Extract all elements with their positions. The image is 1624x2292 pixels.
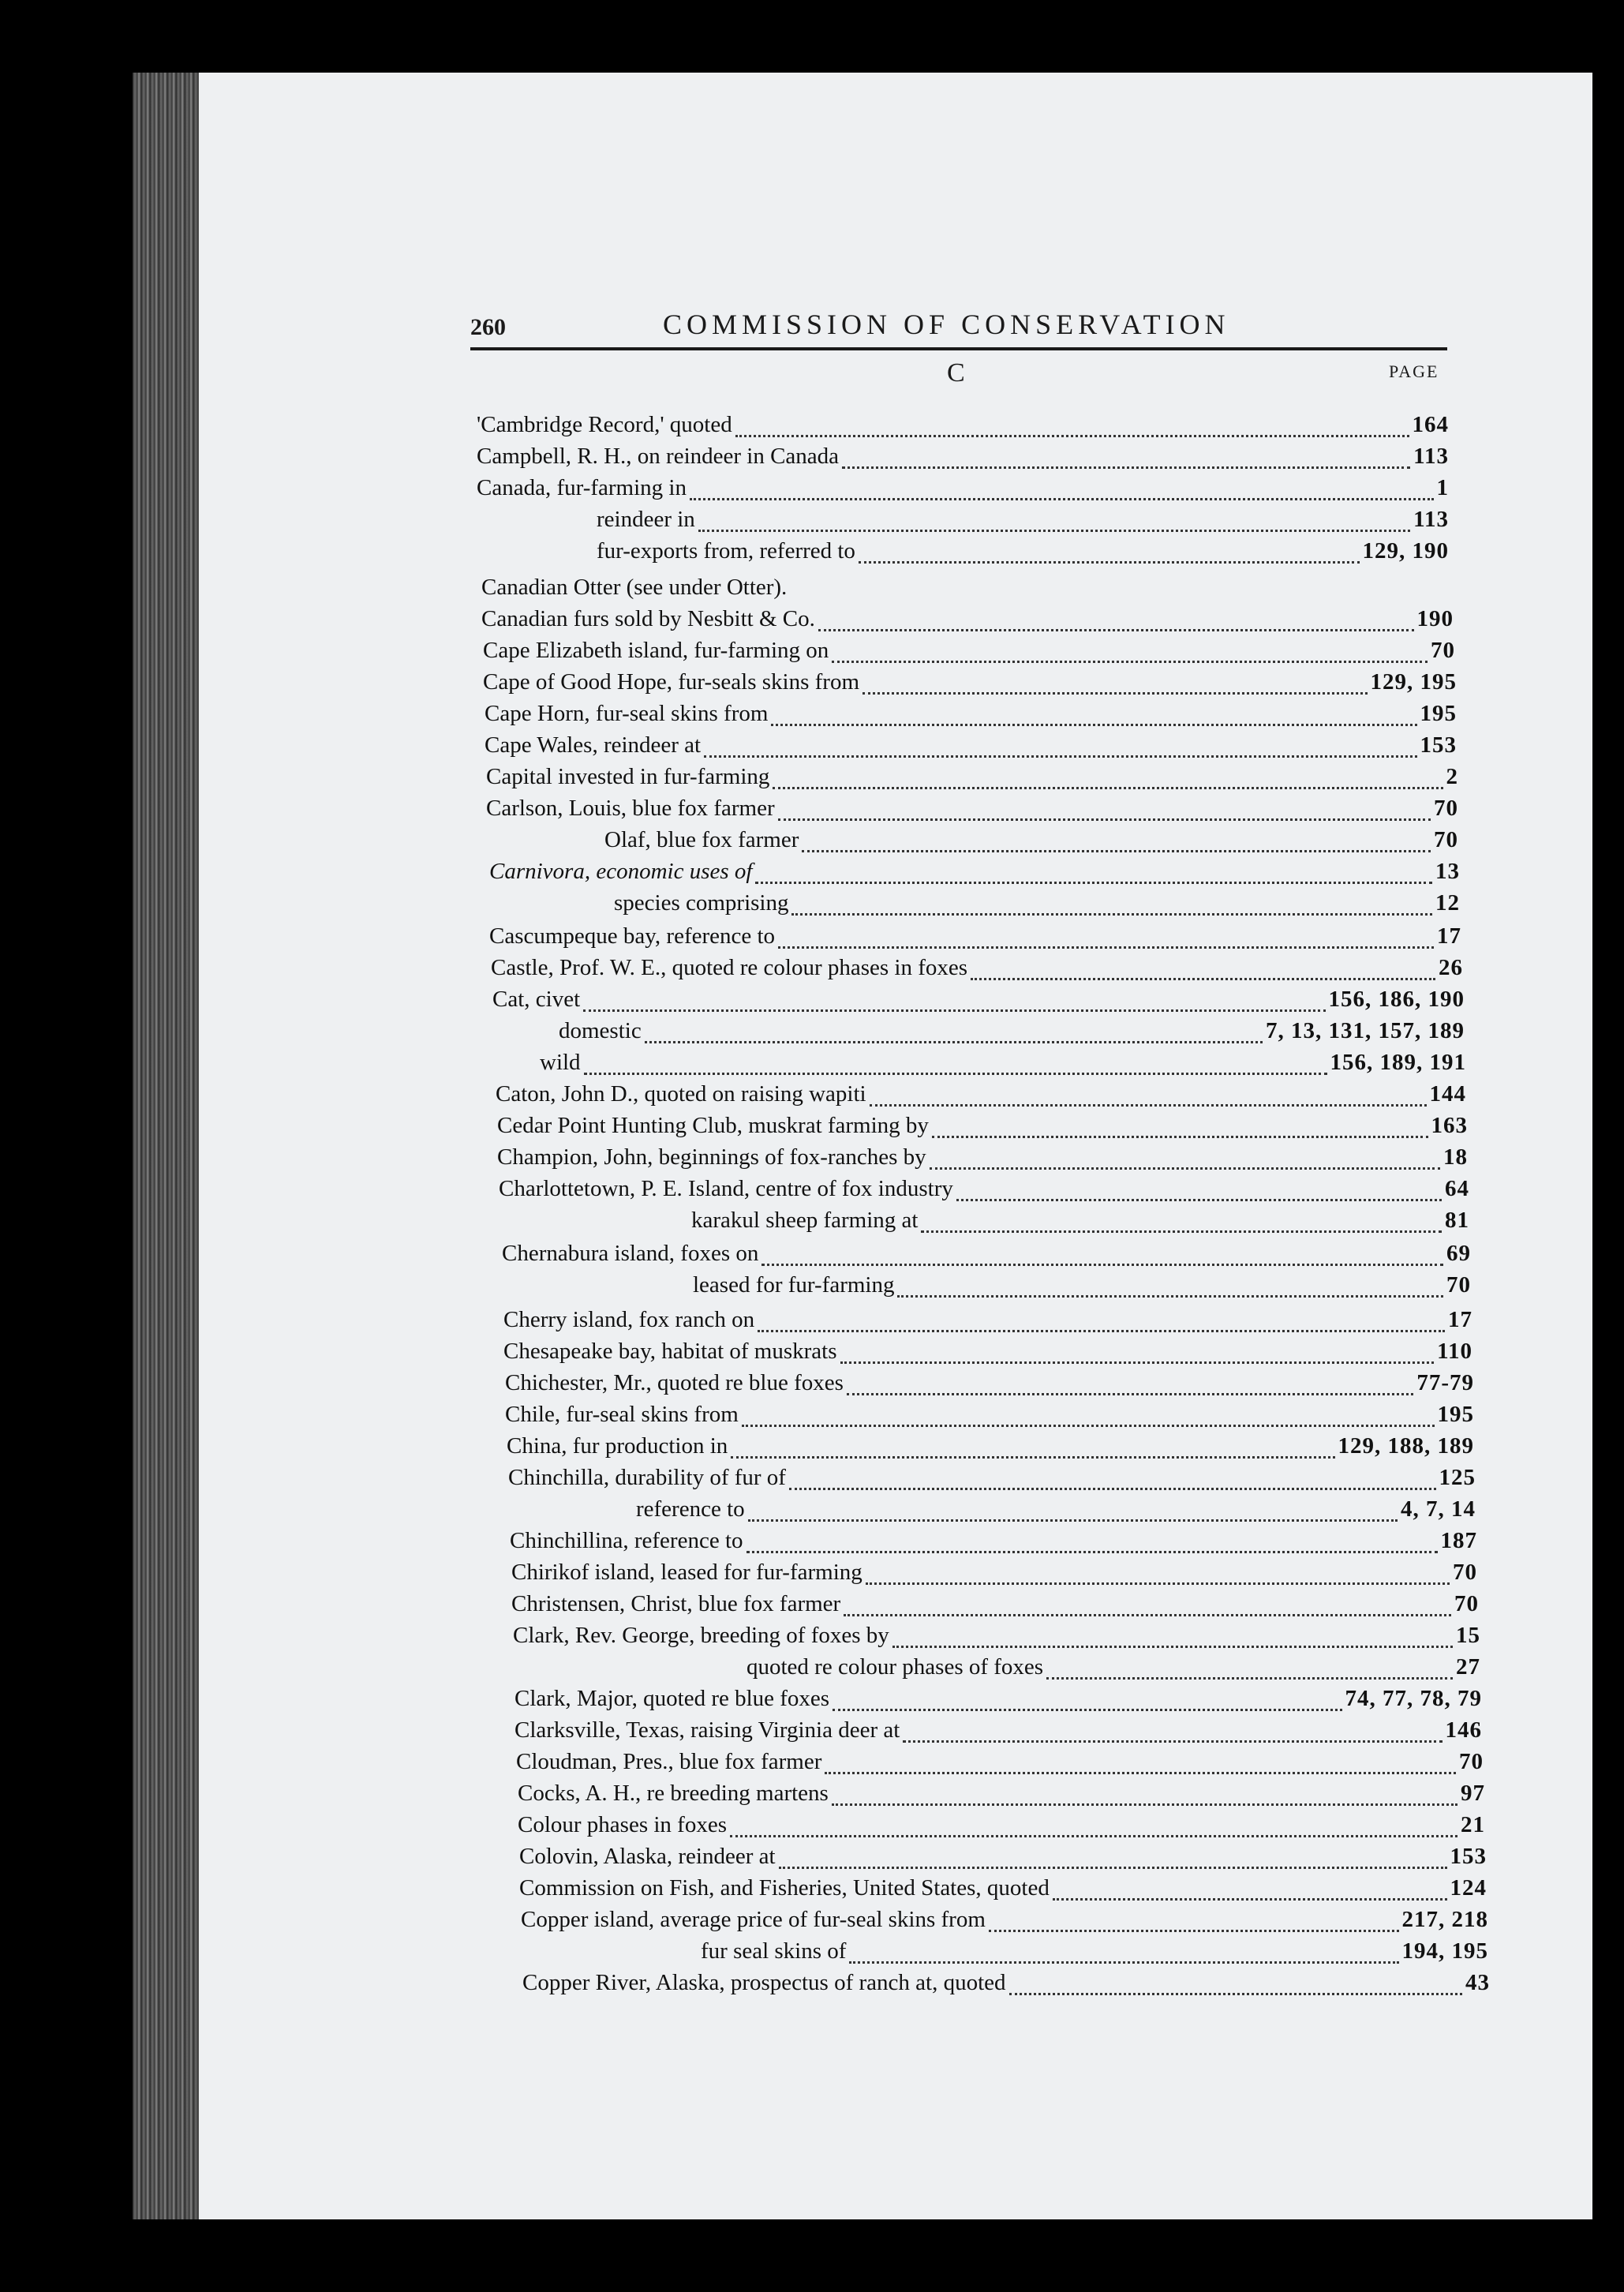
dot-leader (730, 1835, 1457, 1837)
entry-pages: 12 (1435, 890, 1460, 916)
entry-pages: 164 (1412, 412, 1449, 437)
entry-pages: 187 (1440, 1528, 1477, 1553)
entry-text: Clarksville, Texas, raising Virginia deer at (515, 1717, 900, 1743)
dot-leader (833, 1709, 1341, 1711)
dot-leader (840, 1361, 1435, 1364)
entry-pages: 70 (1454, 1591, 1479, 1616)
entry-pages: 4, 7, 14 (1401, 1496, 1476, 1522)
running-title: COMMISSION OF CONSERVATION (663, 309, 1230, 340)
entry-pages: 70 (1459, 1749, 1484, 1774)
index-entry (521, 1907, 1488, 1938)
entry-text: Canadian furs sold by Nesbitt & Co. (481, 606, 815, 631)
entry-text: Cascumpeque bay, reference to (489, 923, 776, 949)
entry-pages: 153 (1450, 1844, 1487, 1869)
dot-leader (1046, 1677, 1453, 1680)
dot-leader (847, 1393, 1413, 1395)
entry-text: Campbell, R. H., on reindeer in Canada (477, 444, 840, 469)
entry-pages: 144 (1429, 1081, 1466, 1107)
index-entry (502, 1241, 1471, 1272)
dot-leader (932, 1136, 1428, 1138)
entry-pages: 27 (1456, 1654, 1480, 1680)
entry-pages: 97 (1461, 1781, 1485, 1806)
entry-pages: 163 (1431, 1113, 1468, 1138)
index-entry (693, 1272, 1471, 1304)
dot-leader (802, 850, 1431, 852)
entry-text: Carnivora, economic uses of (489, 859, 753, 884)
dot-leader (863, 692, 1367, 695)
dot-leader (956, 1199, 1442, 1201)
dot-leader (903, 1740, 1442, 1743)
entry-pages: 17 (1448, 1307, 1472, 1332)
dot-leader (731, 1456, 1334, 1459)
entry-text: quoted re colour phases of foxes (747, 1654, 1044, 1680)
dot-leader (735, 435, 1409, 437)
dot-leader (971, 978, 1435, 980)
entry-text: wild (540, 1050, 581, 1075)
index-entry (636, 1496, 1476, 1528)
page-number: 260 (470, 314, 506, 340)
entry-pages: 26 (1439, 955, 1463, 980)
dot-leader (892, 1646, 1453, 1648)
entry-text: Cherry island, fox ranch on (503, 1307, 755, 1332)
index-entry (507, 1433, 1474, 1465)
dot-leader (779, 1867, 1447, 1869)
index-entry (511, 1560, 1477, 1591)
entry-text: Champion, John, beginnings of fox-ranches by (497, 1144, 926, 1170)
entry-pages: 70 (1446, 1272, 1471, 1298)
entry-pages: 13 (1435, 859, 1460, 884)
entry-pages: 18 (1443, 1144, 1468, 1170)
entry-pages: 156, 189, 191 (1330, 1050, 1466, 1075)
index-entry (477, 475, 1449, 507)
entry-text: Canadian Otter (see under Otter). (481, 575, 788, 600)
index-entry (477, 412, 1449, 444)
entry-text: Chile, fur-seal skins from (505, 1402, 739, 1427)
entry-pages: 74, 77, 78, 79 (1345, 1686, 1482, 1711)
entry-pages: 217, 218 (1401, 1907, 1488, 1932)
section-letter: C (947, 358, 965, 388)
entry-pages: 70 (1434, 827, 1458, 852)
entry-text: Cocks, A. H., re breeding martens (518, 1781, 829, 1806)
entry-pages: 2 (1446, 764, 1458, 789)
entry-text: Chinchilla, durability of fur of (508, 1465, 786, 1490)
index-entry (497, 1144, 1468, 1176)
dot-leader (921, 1230, 1442, 1233)
entry-text: fur-exports from, referred to (597, 538, 855, 564)
dot-leader (778, 946, 1434, 949)
index-entry (597, 538, 1449, 570)
entry-text: Copper River, Alaska, prospectus of ranch at, quoted (522, 1970, 1006, 1995)
entry-pages: 124 (1450, 1875, 1487, 1901)
index-entry (604, 827, 1458, 859)
dot-leader (818, 629, 1414, 631)
index-entry (510, 1528, 1477, 1560)
index-entry (747, 1654, 1480, 1686)
entry-pages: 129, 190 (1362, 538, 1449, 564)
entry-text: species comprising (614, 890, 789, 916)
dot-leader (789, 1488, 1436, 1490)
entry-pages: 17 (1437, 923, 1461, 949)
entry-pages: 7, 13, 131, 157, 189 (1266, 1018, 1465, 1043)
index-entry (483, 638, 1455, 669)
entry-pages: 64 (1445, 1176, 1469, 1201)
entry-pages: 129, 188, 189 (1338, 1433, 1474, 1459)
entry-pages: 70 (1434, 796, 1458, 821)
entry-text: Olaf, blue fox farmer (604, 827, 799, 852)
entry-pages: 195 (1420, 701, 1457, 726)
entry-text: Clark, Rev. George, breeding of foxes by (513, 1623, 889, 1648)
entry-text: Copper island, average price of fur-seal skins from (521, 1907, 986, 1932)
entry-pages: 81 (1445, 1208, 1469, 1233)
dot-leader (758, 1330, 1445, 1332)
dot-leader (778, 818, 1431, 821)
dot-leader (930, 1167, 1440, 1170)
index-entry (483, 669, 1457, 701)
entry-text: karakul sheep farming at (691, 1208, 919, 1233)
page-column-label: PAGE (1389, 361, 1439, 381)
entry-pages: 113 (1413, 507, 1449, 532)
entry-pages: 70 (1453, 1560, 1477, 1585)
entry-pages: 129, 195 (1370, 669, 1457, 695)
entry-text: Cape Wales, reindeer at (485, 732, 702, 758)
entry-pages: 77-79 (1416, 1370, 1474, 1395)
dot-leader (897, 1295, 1443, 1298)
index-entry (486, 764, 1458, 796)
entry-text: Carlson, Louis, blue fox farmer (486, 796, 775, 821)
index-entry (485, 732, 1457, 764)
index-entry (519, 1875, 1487, 1907)
index-entry (489, 923, 1461, 955)
entry-pages: 156, 186, 190 (1328, 987, 1465, 1012)
dot-leader (773, 787, 1443, 789)
entry-text: Colovin, Alaska, reindeer at (519, 1844, 776, 1869)
entry-text: Cape Elizabeth island, fur-farming on (483, 638, 829, 663)
dot-leader (704, 755, 1416, 758)
index-entry (491, 955, 1463, 987)
index-entry (519, 1844, 1487, 1875)
dot-leader (698, 530, 1410, 532)
dot-leader (870, 1104, 1427, 1107)
entry-text: Cedar Point Hunting Club, muskrat farming by (497, 1113, 929, 1138)
entry-text: Chinchillina, reference to (510, 1528, 743, 1553)
entry-pages: 190 (1416, 606, 1454, 631)
entry-text: reference to (636, 1496, 745, 1522)
index-entry (540, 1050, 1466, 1081)
entry-text: Chernabura island, foxes on (502, 1241, 759, 1266)
index-entry (691, 1208, 1469, 1239)
entry-pages: 69 (1446, 1241, 1471, 1266)
index-entry (701, 1938, 1488, 1970)
index-entry (522, 1970, 1490, 2002)
index-entry (481, 575, 1452, 606)
entry-pages: 70 (1431, 638, 1455, 663)
index-entry (486, 796, 1458, 827)
entry-pages: 15 (1456, 1623, 1480, 1648)
dot-leader (849, 1961, 1398, 1964)
entry-pages: 21 (1461, 1812, 1485, 1837)
index-entry (505, 1370, 1474, 1402)
dot-leader (755, 882, 1432, 884)
index-entry (515, 1686, 1482, 1717)
index-entry (597, 507, 1449, 538)
index-entry (497, 1113, 1468, 1144)
entry-text: China, fur production in (507, 1433, 728, 1459)
entry-text: Christensen, Christ, blue fox farmer (511, 1591, 841, 1616)
dot-leader (690, 498, 1434, 500)
index-entry (503, 1339, 1472, 1370)
index-entry (518, 1781, 1485, 1812)
dot-leader (748, 1519, 1398, 1522)
entry-text: Cape Horn, fur-seal skins from (485, 701, 769, 726)
entry-text: reindeer in (597, 507, 695, 532)
dot-leader (761, 1264, 1443, 1266)
index-entry (485, 701, 1457, 732)
entry-text: Canada, fur-farming in (477, 475, 687, 500)
entry-text: Colour phases in foxes (518, 1812, 727, 1837)
entry-pages: 125 (1439, 1465, 1476, 1490)
dot-leader (583, 1009, 1325, 1012)
entry-text: Chesapeake bay, habitat of muskrats (503, 1339, 837, 1364)
entry-pages: 1 (1436, 475, 1449, 500)
index-entry (481, 606, 1454, 638)
entry-pages: 194, 195 (1401, 1938, 1488, 1964)
entry-pages: 153 (1420, 732, 1457, 758)
entry-pages: 113 (1413, 444, 1449, 469)
dot-leader (1053, 1898, 1447, 1901)
dot-leader (842, 466, 1410, 469)
index-entry (503, 1307, 1472, 1339)
entry-text: Chirikof island, leased for fur-farming (511, 1560, 863, 1585)
entry-text: Castle, Prof. W. E., quoted re colour phases in foxes (491, 955, 968, 980)
index-entry (492, 987, 1465, 1018)
dot-leader (584, 1073, 1327, 1075)
entry-text: Capital invested in fur-farming (486, 764, 770, 789)
entry-text: domestic (559, 1018, 642, 1043)
index-entry (505, 1402, 1474, 1433)
entry-text: Caton, John D., quoted on raising wapiti (496, 1081, 866, 1107)
entry-text: Commission on Fish, and Fisheries, United States, quoted (519, 1875, 1050, 1901)
entry-pages: 195 (1437, 1402, 1474, 1427)
entry-text: Charlottetown, P. E. Island, centre of fox industry (499, 1176, 953, 1201)
dot-leader (859, 561, 1360, 564)
index-entry (614, 890, 1460, 922)
entry-text: Clark, Major, quoted re blue foxes (515, 1686, 830, 1711)
index-entry (496, 1081, 1466, 1113)
dot-leader (832, 661, 1428, 663)
index-entry (559, 1018, 1465, 1050)
dot-leader (742, 1425, 1435, 1427)
index-entry (518, 1812, 1485, 1844)
entry-pages: 146 (1445, 1717, 1482, 1743)
dot-leader (771, 724, 1416, 726)
dot-leader (989, 1930, 1399, 1932)
entry-text: Cloudman, Pres., blue fox farmer (516, 1749, 822, 1774)
dot-leader (1009, 1993, 1462, 1995)
entry-pages: 110 (1437, 1339, 1472, 1364)
entry-text: 'Cambridge Record,' quoted (477, 412, 732, 437)
dot-leader (825, 1772, 1456, 1774)
index-entry (513, 1623, 1480, 1654)
dot-leader (747, 1551, 1438, 1553)
index-entry (515, 1717, 1482, 1749)
entry-text: Cape of Good Hope, fur-seals skins from (483, 669, 860, 695)
index-entry (508, 1465, 1476, 1496)
entry-text: Chichester, Mr., quoted re blue foxes (505, 1370, 844, 1395)
index-entry (489, 859, 1460, 890)
dot-leader (832, 1803, 1457, 1806)
index-entry (516, 1749, 1484, 1781)
dot-leader (791, 913, 1432, 916)
index-entry (511, 1591, 1479, 1623)
index-entry (499, 1176, 1469, 1208)
index-entry (477, 444, 1449, 475)
entry-text: leased for fur-farming (693, 1272, 895, 1298)
dot-leader (645, 1041, 1263, 1043)
dot-leader (844, 1614, 1451, 1616)
entry-pages: 43 (1465, 1970, 1490, 1995)
dot-leader (866, 1582, 1450, 1585)
entry-text: fur seal skins of (701, 1938, 847, 1964)
entry-text: Cat, civet (492, 987, 581, 1012)
